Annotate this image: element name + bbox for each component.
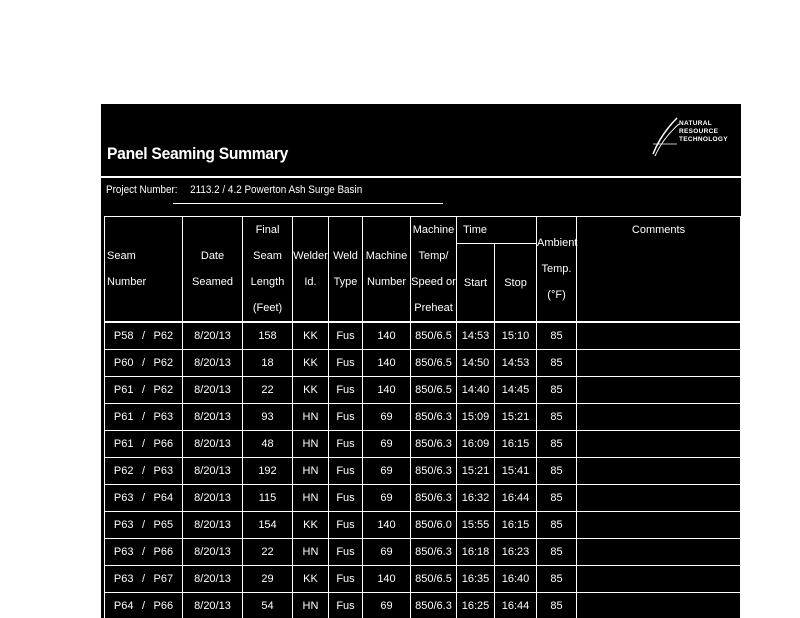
cell-machine-temp: 850/6.3 xyxy=(411,458,457,485)
header-time-stop: Stop xyxy=(495,244,537,322)
cell-ambient-temp: 85 xyxy=(537,322,577,350)
cell-seam-number xyxy=(105,512,183,539)
header-line: Ambient xyxy=(537,237,578,249)
cell-machine-number: 140 xyxy=(363,322,411,350)
cell-welder-id: KK xyxy=(293,322,329,350)
cell-seam-length: 22 xyxy=(243,377,293,404)
cell-machine-temp: 850/6.3 xyxy=(411,593,457,618)
seam-seam-b: P66 xyxy=(153,600,174,612)
header-ambient-temp xyxy=(537,217,577,323)
cell-weld-type: Fus xyxy=(329,539,363,566)
cell-welder-id: HN xyxy=(293,539,329,566)
cell-weld-type: Fus xyxy=(329,431,363,458)
seam-separator: / xyxy=(141,519,146,531)
header-line: Seam xyxy=(253,250,282,262)
cell-machine-number: 140 xyxy=(363,377,411,404)
cell-welder-id: HN xyxy=(293,404,329,431)
header-date-seamed xyxy=(183,217,243,323)
cell-time-start: 16:09 xyxy=(457,431,495,458)
cell-time-stop: 15:21 xyxy=(495,404,537,431)
cell-seam-length: 29 xyxy=(243,566,293,593)
cell-machine-number: 69 xyxy=(363,431,411,458)
table-row xyxy=(105,431,741,458)
cell-time-stop: 16:15 xyxy=(495,431,537,458)
header-line: Number xyxy=(107,276,147,288)
document-title: Panel Seaming Summary xyxy=(107,144,289,163)
seam-seam-a: P63 xyxy=(113,573,134,585)
logo-line: NATURAL xyxy=(679,120,713,127)
cell-seam-number xyxy=(105,377,183,404)
cell-machine-number: 69 xyxy=(363,458,411,485)
seam-seam-b: P66 xyxy=(153,438,174,450)
seam-seam-a: P61 xyxy=(113,411,134,423)
cell-ambient-temp: 85 xyxy=(537,350,577,377)
cell-date-seamed: 8/20/13 xyxy=(183,566,243,593)
seam-seam-b: P62 xyxy=(153,330,174,342)
cell-date-seamed: 8/20/13 xyxy=(183,593,243,618)
cell-date-seamed: 8/20/13 xyxy=(183,377,243,404)
cell-time-stop: 15:10 xyxy=(495,322,537,350)
header-line: Machine xyxy=(365,250,408,262)
cell-comments xyxy=(577,485,741,512)
cell-machine-number: 140 xyxy=(363,350,411,377)
cell-time-start: 14:50 xyxy=(457,350,495,377)
cell-weld-type: Fus xyxy=(329,377,363,404)
project-number-value: 2113.2 / 4.2 Powerton Ash Surge Basin xyxy=(190,184,363,196)
cell-time-stop: 16:44 xyxy=(495,485,537,512)
table-row xyxy=(105,322,741,350)
header-final-seam-length xyxy=(243,217,293,323)
cell-welder-id: KK xyxy=(293,566,329,593)
cell-weld-type: Fus xyxy=(329,322,363,350)
header-line: Number xyxy=(366,276,407,288)
cell-seam-number xyxy=(105,593,183,618)
cell-seam-length: 54 xyxy=(243,593,293,618)
natural-resource-technology-logo xyxy=(651,114,731,158)
seam-seam-b: P66 xyxy=(153,546,174,558)
cell-seam-number xyxy=(105,566,183,593)
table-row xyxy=(105,593,741,618)
seam-seam-b: P63 xyxy=(153,465,174,477)
header-time: Time xyxy=(457,217,537,244)
seam-separator: / xyxy=(141,357,146,369)
cell-time-stop: 16:40 xyxy=(495,566,537,593)
header-line: Temp. xyxy=(541,263,572,275)
cell-machine-temp: 850/6.5 xyxy=(411,350,457,377)
seam-seam-a: P61 xyxy=(113,438,134,450)
header-line: Final xyxy=(255,224,280,236)
cell-seam-length: 154 xyxy=(243,512,293,539)
cell-seam-length: 22 xyxy=(243,539,293,566)
cell-weld-type: Fus xyxy=(329,404,363,431)
cell-machine-temp: 850/6.5 xyxy=(411,566,457,593)
seam-seam-b: P62 xyxy=(153,357,174,369)
cell-ambient-temp: 85 xyxy=(537,458,577,485)
cell-machine-number: 69 xyxy=(363,404,411,431)
cell-time-start: 16:18 xyxy=(457,539,495,566)
cell-seam-number xyxy=(105,322,183,350)
header-line: Temp/ xyxy=(418,250,449,262)
header-line: Id. xyxy=(304,276,317,288)
cell-time-start: 15:09 xyxy=(457,404,495,431)
cell-ambient-temp: 85 xyxy=(537,404,577,431)
cell-time-start: 14:40 xyxy=(457,377,495,404)
cell-time-start: 16:25 xyxy=(457,593,495,618)
cell-ambient-temp: 85 xyxy=(537,377,577,404)
cell-time-start: 14:53 xyxy=(457,322,495,350)
cell-seam-number xyxy=(105,350,183,377)
cell-seam-length: 93 xyxy=(243,404,293,431)
table-row xyxy=(105,404,741,431)
cell-time-start: 16:35 xyxy=(457,566,495,593)
cell-time-stop: 16:23 xyxy=(495,539,537,566)
header-machine-number xyxy=(363,217,411,323)
project-underline xyxy=(173,202,443,205)
seam-separator: / xyxy=(141,384,146,396)
cell-comments xyxy=(577,404,741,431)
cell-machine-temp: 850/6.3 xyxy=(411,404,457,431)
cell-time-stop: 14:45 xyxy=(495,377,537,404)
table-row xyxy=(105,539,741,566)
seam-seam-a: P64 xyxy=(113,600,134,612)
cell-seam-number xyxy=(105,458,183,485)
cell-ambient-temp: 85 xyxy=(537,566,577,593)
cell-seam-number xyxy=(105,539,183,566)
seam-separator: / xyxy=(141,546,146,558)
cell-time-stop: 16:15 xyxy=(495,512,537,539)
seam-seam-a: P63 xyxy=(113,519,134,531)
cell-machine-temp: 850/6.3 xyxy=(411,431,457,458)
seam-seam-b: P64 xyxy=(153,492,174,504)
cell-time-stop: 14:53 xyxy=(495,350,537,377)
cell-seam-number xyxy=(105,404,183,431)
cell-comments xyxy=(577,322,741,350)
seam-separator: / xyxy=(141,492,146,504)
cell-comments xyxy=(577,377,741,404)
logo-text xyxy=(679,120,728,144)
seam-seam-b: P65 xyxy=(153,519,174,531)
seam-separator: / xyxy=(141,438,146,450)
cell-seam-length: 158 xyxy=(243,322,293,350)
header-line: Machine xyxy=(412,224,455,236)
cell-machine-number: 69 xyxy=(363,539,411,566)
cell-machine-temp: 850/6.5 xyxy=(411,322,457,350)
cell-comments xyxy=(577,566,741,593)
cell-weld-type: Fus xyxy=(329,512,363,539)
cell-welder-id: KK xyxy=(293,377,329,404)
cell-ambient-temp: 85 xyxy=(537,485,577,512)
cell-ambient-temp: 85 xyxy=(537,431,577,458)
table-row xyxy=(105,350,741,377)
cell-welder-id: HN xyxy=(293,485,329,512)
header-line: (°F) xyxy=(547,289,566,301)
header-welder-id xyxy=(293,217,329,323)
cell-weld-type: Fus xyxy=(329,350,363,377)
header-line: Date xyxy=(200,250,225,262)
cell-seam-length: 115 xyxy=(243,485,293,512)
cell-seam-number xyxy=(105,431,183,458)
header-machine-temp xyxy=(411,217,457,323)
header-seam-number xyxy=(105,217,183,323)
header-weld-type xyxy=(329,217,363,323)
cell-time-stop: 16:44 xyxy=(495,593,537,618)
cell-ambient-temp: 85 xyxy=(537,593,577,618)
cell-weld-type: Fus xyxy=(329,566,363,593)
cell-machine-temp: 850/6.3 xyxy=(411,539,457,566)
cell-machine-number: 140 xyxy=(363,566,411,593)
seam-seam-b: P63 xyxy=(153,411,174,423)
header-line: Preheat xyxy=(414,302,453,314)
seam-seam-a: P63 xyxy=(113,546,134,558)
cell-welder-id: KK xyxy=(293,512,329,539)
cell-comments xyxy=(577,593,741,618)
header-line: Speed or xyxy=(411,276,456,288)
cell-date-seamed: 8/20/13 xyxy=(183,431,243,458)
seam-separator: / xyxy=(141,411,146,423)
table-row xyxy=(105,458,741,485)
table-row xyxy=(105,566,741,593)
cell-date-seamed: 8/20/13 xyxy=(183,322,243,350)
cell-welder-id: KK xyxy=(293,350,329,377)
cell-seam-length: 192 xyxy=(243,458,293,485)
cell-seam-number xyxy=(105,485,183,512)
cell-time-start: 16:32 xyxy=(457,485,495,512)
divider xyxy=(101,176,741,178)
cell-machine-temp: 850/6.0 xyxy=(411,512,457,539)
cell-machine-temp: 850/6.3 xyxy=(411,485,457,512)
cell-machine-number: 69 xyxy=(363,593,411,618)
seam-seam-b: P62 xyxy=(153,384,174,396)
seam-seam-a: P61 xyxy=(113,384,134,396)
header-line: Seamed xyxy=(192,276,233,288)
cell-seam-length: 48 xyxy=(243,431,293,458)
cell-time-start: 15:55 xyxy=(457,512,495,539)
seam-seam-a: P60 xyxy=(113,357,134,369)
seam-separator: / xyxy=(141,330,146,342)
cell-welder-id: HN xyxy=(293,458,329,485)
project-number-label: Project Number: xyxy=(106,184,178,196)
cell-date-seamed: 8/20/13 xyxy=(183,512,243,539)
cell-time-start: 15:21 xyxy=(457,458,495,485)
seam-seam-a: P63 xyxy=(113,492,134,504)
cell-welder-id: HN xyxy=(293,593,329,618)
seam-seam-a: P58 xyxy=(113,330,134,342)
seam-separator: / xyxy=(141,465,146,477)
cell-weld-type: Fus xyxy=(329,593,363,618)
header-line: Type xyxy=(333,276,358,288)
cell-date-seamed: 8/20/13 xyxy=(183,404,243,431)
cell-comments xyxy=(577,512,741,539)
cell-weld-type: Fus xyxy=(329,485,363,512)
header-line: (Feet) xyxy=(252,302,283,314)
seam-separator: / xyxy=(141,600,146,612)
seam-seam-b: P67 xyxy=(153,573,174,585)
cell-seam-length: 18 xyxy=(243,350,293,377)
logo-line: RESOURCE xyxy=(679,128,719,135)
cell-welder-id: HN xyxy=(293,431,329,458)
header-time-start: Start xyxy=(457,244,495,322)
cell-ambient-temp: 85 xyxy=(537,512,577,539)
seam-separator: / xyxy=(141,573,146,585)
logo-line: TECHNOLOGY xyxy=(679,136,728,143)
table-row xyxy=(105,485,741,512)
cell-ambient-temp: 85 xyxy=(537,539,577,566)
header-line: Welder xyxy=(293,250,328,262)
cell-date-seamed: 8/20/13 xyxy=(183,485,243,512)
cell-weld-type: Fus xyxy=(329,458,363,485)
cell-machine-number: 140 xyxy=(363,512,411,539)
cell-date-seamed: 8/20/13 xyxy=(183,350,243,377)
cell-comments xyxy=(577,350,741,377)
cell-comments xyxy=(577,431,741,458)
header-line: Length xyxy=(250,276,285,288)
seam-seam-a: P62 xyxy=(113,465,134,477)
cell-machine-temp: 850/6.5 xyxy=(411,377,457,404)
header-line: Seam xyxy=(107,250,136,262)
header-line: Weld xyxy=(333,250,358,262)
table-row xyxy=(105,377,741,404)
cell-machine-number: 69 xyxy=(363,485,411,512)
panel-seaming-summary-sheet xyxy=(101,104,741,618)
cell-date-seamed: 8/20/13 xyxy=(183,458,243,485)
cell-comments xyxy=(577,539,741,566)
table-row xyxy=(105,512,741,539)
project-number xyxy=(106,184,362,196)
seaming-table xyxy=(104,216,741,618)
cell-comments xyxy=(577,458,741,485)
header-comments: Comments xyxy=(577,217,741,323)
cell-time-stop: 15:41 xyxy=(495,458,537,485)
cell-date-seamed: 8/20/13 xyxy=(183,539,243,566)
